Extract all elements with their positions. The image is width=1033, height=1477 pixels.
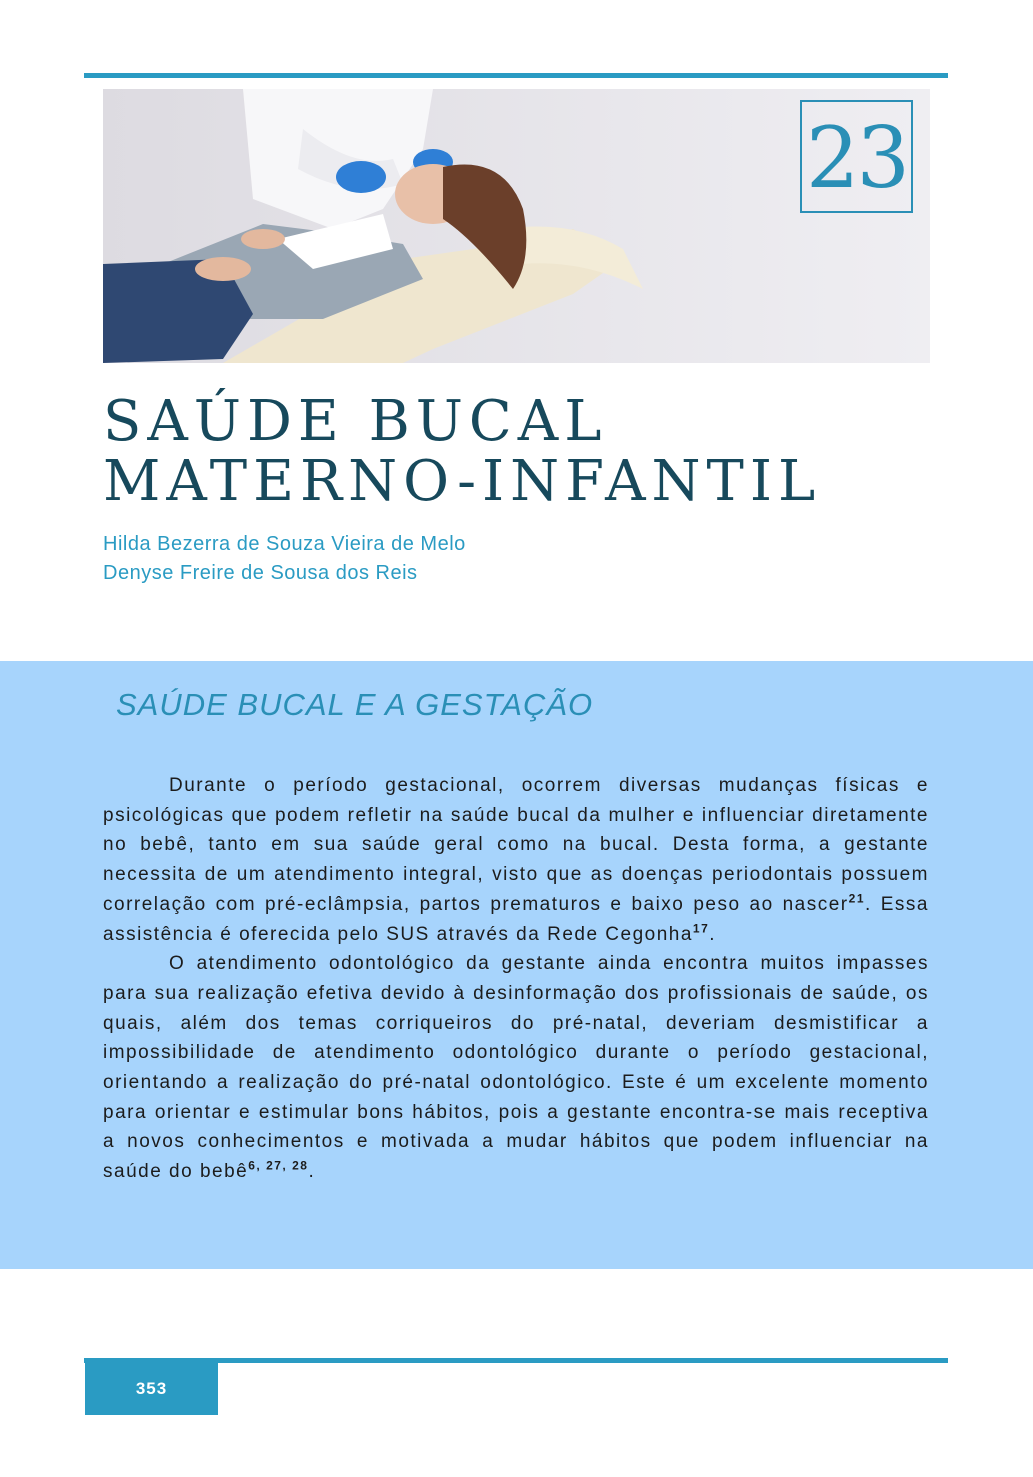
paragraph-1-text-c: . bbox=[709, 923, 717, 945]
top-rule bbox=[84, 73, 948, 78]
authors bbox=[103, 530, 803, 588]
chapter-title-line-1: SAÚDE BUCAL bbox=[103, 389, 608, 454]
paragraph-1-text-a: Durante o período gestacional, ocorrem diversas mudanças físicas e psicológicas que podem refletir na saúde bucal da mulher e influenciar diretamente no bebê, tanto em sua saúde geral como na bucal. Desta forma, a gestante necessita de um atendimento integral, visto que as doenças periodontais possuem correlação com pré-eclâmpsia, partos prematuros e baixo peso ao nascer bbox=[103, 775, 929, 915]
page-number: 353 bbox=[135, 1379, 168, 1398]
author-1: Hilda Bezerra de Souza Vieira de Melo bbox=[103, 533, 466, 555]
citation-ref: 6, 27, 28 bbox=[248, 1158, 309, 1173]
chapter-number-box bbox=[800, 100, 913, 213]
paragraph-1 bbox=[103, 771, 929, 949]
page-number-box bbox=[85, 1363, 218, 1415]
paragraph-2 bbox=[103, 949, 929, 1187]
body-text bbox=[103, 771, 929, 1187]
citation-ref: 17 bbox=[692, 921, 710, 936]
paragraph-2-text-b: . bbox=[308, 1161, 316, 1183]
chapter-number: 23 bbox=[806, 108, 907, 207]
paragraph-2-text-a: O atendimento odontológico da gestante ainda encontra muitos impasses para sua realização efetiva devido à desinformação dos profissionais de saúde, os quais, além dos temas corriqueiros do pré-natal, deveriam desmistificar a impossibilidade de atendimento odontológico durante o período gestacional, orientando a realização do pré-natal odontológico. Este é um excelente momento para orientar e estimular bons hábitos, pois a gestante encontra-se mais receptiva a novos conhecimentos e motivada a mudar hábitos que podem influenciar na saúde do bebê bbox=[103, 953, 929, 1183]
paragraph-1-text-b: . Essa assistência é oferecida pelo SUS através da Rede Cegonha bbox=[103, 893, 929, 945]
author-2: Denyse Freire de Sousa dos Reis bbox=[103, 562, 418, 584]
chapter-title-line-2: MATERNO-INFANTIL bbox=[103, 449, 822, 514]
citation-ref: 21 bbox=[848, 891, 865, 906]
chapter-title bbox=[103, 389, 1003, 514]
section-heading: SAÚDE BUCAL E A GESTAÇÃO bbox=[116, 687, 594, 722]
